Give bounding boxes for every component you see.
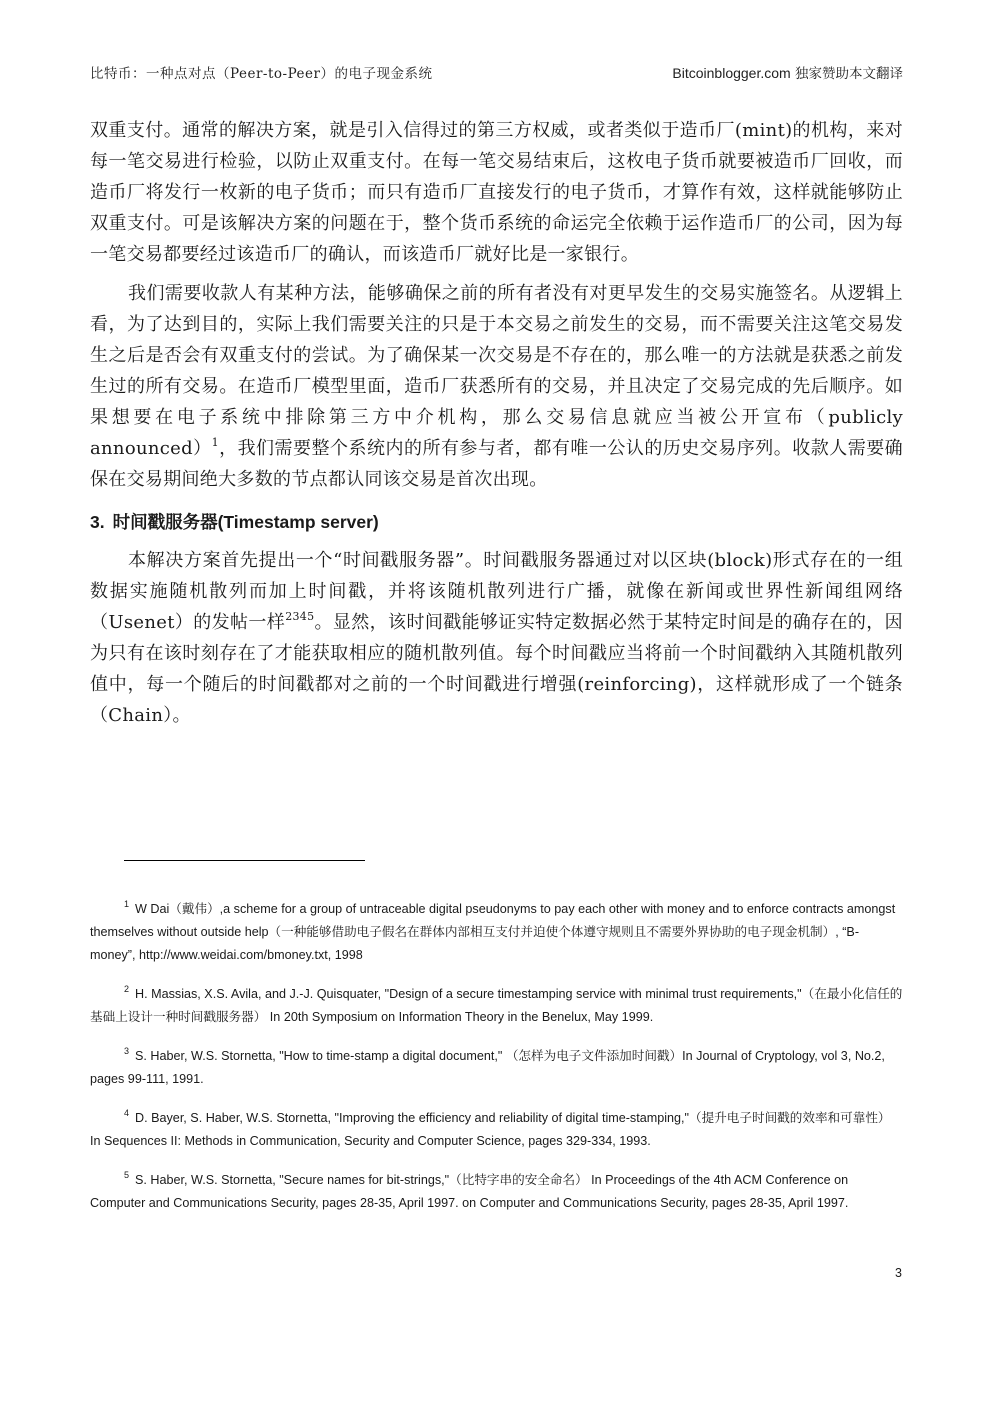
footnote-text: D. Bayer, S. Haber, W.S. Stornetta, "Improving the efficiency and reliability of digital time-stamping,"（提升电子时间戳的效率和可靠性） In Sequences II: Methods in Communication, Security and Computer Science, pages 329-334, 1993.: [90, 1111, 891, 1148]
paragraph-text: 本解决方案首先提出一个“时间戳服务器”。时间戳服务器通过对以区块(block)形式存在的一组数据实施随机散列而加上时间戳，并将该随机散列进行广播，就像在新闻或世界性新闻组网络（Usenet）的发帖一样: [90, 550, 903, 633]
footnote-4: [90, 1107, 903, 1153]
paragraph-double-spending: 双重支付。通常的解决方案，就是引入信得过的第三方权威，或者类似于造币厂(mint)的机构，来对每一笔交易进行检验，以防止双重支付。在每一笔交易结束后，这枚电子货币就要被造币厂回收，而造币厂将发行一枚新的电子货币；而只有造币厂直接发行的电子货币，才算作有效，这样就能够防止双重支付。可是该解决方案的问题在于，整个货币系统的命运完全依赖于运作造币厂的公司，因为每一笔交易都要经过该造币厂的确认，而该造币厂就好比是一家银行。: [90, 120, 903, 265]
footnotes: [90, 898, 903, 1231]
section-title: 时间戳服务器(Timestamp server): [112, 512, 379, 532]
header-title: 比特币：一种点对点（Peer-to-Peer）的电子现金系统: [90, 66, 433, 82]
header-sponsor: [672, 62, 903, 82]
footnote-divider: [124, 860, 365, 861]
footnote-reference: 2345: [285, 610, 315, 623]
main-content: [90, 115, 903, 739]
paragraph-text: ，我们需要整个系统内的所有参与者，都有唯一公认的历史交易序列。收款人需要确保在交易期间绝大多数的节点都认同该交易是首次出现。: [90, 438, 903, 490]
footnote-mark: 5: [124, 1170, 130, 1180]
footnote-5: [90, 1169, 903, 1215]
header-site-name: Bitcoinblogger.com: [672, 65, 791, 81]
footnote-mark: 4: [124, 1108, 130, 1118]
footnote-mark: 3: [124, 1046, 130, 1056]
footnote-text: H. Massias, X.S. Avila, and J.-J. Quisquater, "Design of a secure timestamping service with minimal trust requirements,"（在最小化信任的基础上设计一种时间戳服务器） In 20th Symposium on Information Theory in the Benelux, May 1999.: [90, 987, 903, 1024]
section-heading: [90, 509, 903, 535]
footnote-text: S. Haber, W.S. Stornetta, "Secure names for bit-strings,"（比特字串的安全命名） In Proceedings of the 4th ACM Conference on Computer and Communications Security, pages 28-35, April 1997. on Computer and Communications Security, pages 28-35, April 1997.: [90, 1173, 849, 1210]
page-header: [90, 62, 903, 84]
paragraph-text: 。显然，该时间戳能够证实特定数据必然于某特定时间是的确存在的，因为只有在该时刻存在了才能获取相应的随机散列值。每个时间戳应当将前一个时间戳纳入其随机散列值中，每一个随后的时间戳都对之前的一个时间戳进行增强(reinforcing)，这样就形成了一个链条（Chain）。: [90, 612, 903, 726]
footnote-mark: 1: [124, 899, 130, 909]
footnote-mark: 2: [124, 984, 130, 994]
page-number: 3: [895, 1266, 902, 1280]
paragraph-timestamp-server: [90, 545, 903, 731]
footnote-3: [90, 1045, 903, 1091]
footnote-text: W Dai（戴伟）,a scheme for a group of untraceable digital pseudonyms to pay each other with money and to enforce contracts amongst themselves without outside help（一种能够借助电子假名在群体内部相互支付并迫使个体遵守规则且不需要外界协助的电子现金机制）, “B-money”, http://www.weidai.com/bmoney.txt, 1998: [90, 902, 896, 962]
footnote-2: [90, 983, 903, 1029]
footnote-text: S. Haber, W.S. Stornetta, "How to time-stamp a digital document," （怎样为电子文件添加时间戳）In Journal of Cryptology, vol 3, No.2, pages 99-111, 1991.: [90, 1049, 885, 1086]
footnote-reference: 1: [211, 436, 219, 449]
section-number: 3.: [90, 512, 105, 532]
header-sponsor-text: 独家赞助本文翻译: [790, 66, 903, 82]
paragraph-text: 我们需要收款人有某种方法，能够确保之前的所有者没有对更早发生的交易实施签名。从逻辑上看，为了达到目的，实际上我们需要关注的只是于本交易之前发生的交易，而不需要关注这笔交易发生之后是否会有双重支付的尝试。为了确保某一次交易是不存在的，那么唯一的方法就是获悉之前发生过的所有交易。在造币厂模型里面，造币厂获悉所有的交易，并且决定了交易完成的先后顺序。如果想要在电子系统中排除第三方中介机构，那么交易信息就应当被公开宣布（publicly announced）: [90, 283, 903, 459]
paragraph-public-announcement: [90, 278, 903, 495]
footnote-1: [90, 898, 903, 967]
